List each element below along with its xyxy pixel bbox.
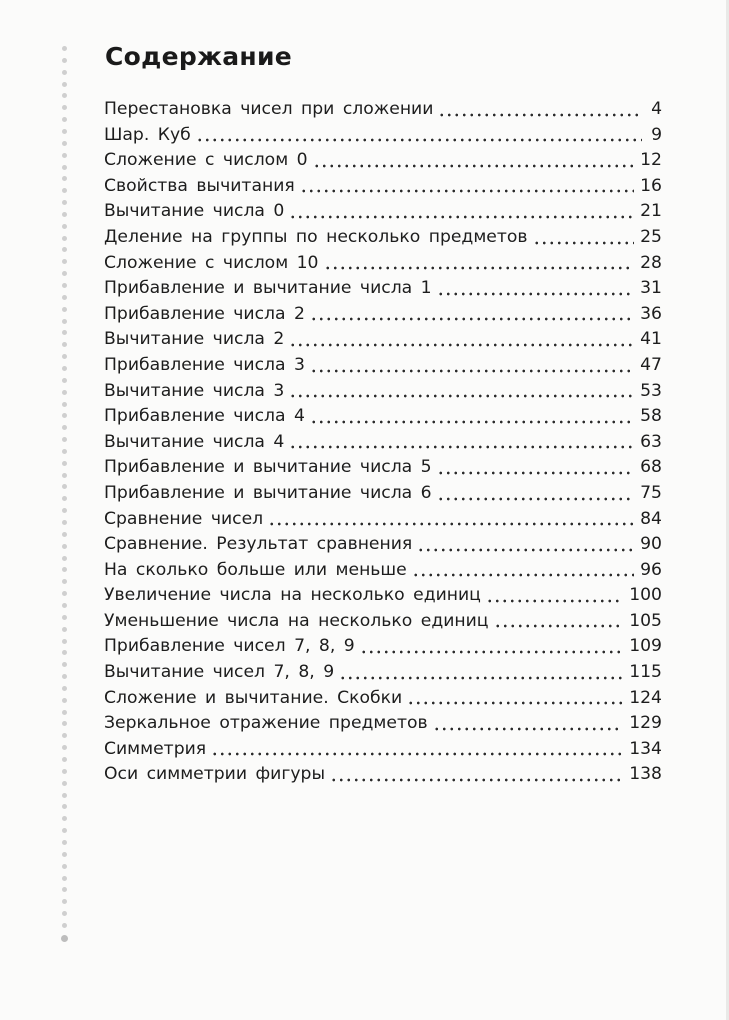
margin-dot <box>62 319 67 324</box>
toc-entry-title: Вычитание числа 3 <box>104 380 285 401</box>
toc-entry <box>104 353 662 379</box>
toc-entry-page: 100 <box>629 585 662 606</box>
margin-dot <box>62 840 67 845</box>
toc-entry-page: 47 <box>640 354 662 375</box>
dot-leader <box>407 699 623 707</box>
toc-entry <box>104 199 662 225</box>
margin-dot <box>62 911 67 916</box>
toc-entry-page: 28 <box>640 252 662 273</box>
dot-leader <box>339 674 623 682</box>
dot-leader <box>289 392 634 400</box>
toc-entry-title: Прибавление чисел 7, 8, 9 <box>104 636 355 657</box>
toc-entry-title: Вычитание числа 0 <box>104 201 285 222</box>
toc-entry-page: 84 <box>640 508 662 529</box>
toc-entry-page: 16 <box>640 175 662 196</box>
toc-entry <box>104 404 662 430</box>
dot-leader <box>211 750 623 758</box>
toc-entry <box>104 379 662 405</box>
toc-entry <box>104 532 662 558</box>
dot-leader <box>438 111 642 119</box>
toc-entry-title: Перестановка чисел при сложении <box>104 99 434 119</box>
dot-leader <box>310 418 634 426</box>
margin-dot <box>62 745 67 750</box>
toc-entry-title: Оси симметрии фигуры <box>104 764 326 785</box>
margin-dot <box>62 473 67 478</box>
margin-dot <box>62 769 67 774</box>
toc-entry-title: Прибавление и вычитание числа 6 <box>104 482 432 503</box>
toc-entry-title: Вычитание числа 4 <box>104 431 285 452</box>
margin-dot <box>62 615 67 620</box>
margin-dot <box>62 793 67 798</box>
margin-dot <box>62 899 67 904</box>
dot-leader <box>533 239 635 247</box>
toc-entry-title: Прибавление числа 2 <box>104 303 305 324</box>
margin-dot <box>62 923 67 928</box>
toc-entry-page: 109 <box>629 636 662 657</box>
margin-dot <box>62 650 67 655</box>
margin-dot <box>62 200 67 205</box>
toc-entry-page: 124 <box>629 687 662 708</box>
dot-leader <box>417 546 634 554</box>
toc-entry-title: Шар. Куб <box>104 124 191 145</box>
margin-dot <box>62 224 67 229</box>
page-title: Содержание <box>105 42 293 71</box>
margin-dot <box>62 437 67 442</box>
toc-entry-title: Уменьшение числа на несколько единиц <box>104 610 489 631</box>
dot-leader <box>313 162 635 170</box>
toc-entry-page: 36 <box>640 303 662 324</box>
toc-entry <box>104 123 662 149</box>
margin-dot <box>62 153 67 158</box>
margin-dot <box>62 105 67 110</box>
toc-entry-page: 75 <box>640 482 662 503</box>
toc-entry-title: Увеличение числа на несколько единиц <box>104 585 481 606</box>
dot-leader <box>437 469 635 477</box>
margin-dot <box>62 532 67 537</box>
toc-entry <box>104 507 662 533</box>
margin-dot <box>62 354 67 359</box>
margin-dot <box>62 828 67 833</box>
toc-entry <box>104 711 662 737</box>
margin-dot <box>62 342 67 347</box>
dot-leader <box>196 136 642 144</box>
margin-dot <box>62 413 67 418</box>
margin-dot <box>62 567 67 572</box>
margin-dot <box>62 887 67 892</box>
margin-dot <box>62 449 67 454</box>
toc-entry <box>104 737 662 763</box>
toc-entry <box>104 481 662 507</box>
toc-entry <box>104 225 662 251</box>
toc-entry <box>104 686 662 712</box>
margin-dot <box>62 295 67 300</box>
dot-leader <box>433 725 624 733</box>
dot-leader <box>324 264 635 272</box>
toc-entry-page: 53 <box>640 380 662 401</box>
toc-entry-page: 105 <box>629 610 662 631</box>
toc-entry-title: Вычитание чисел 7, 8, 9 <box>104 662 335 683</box>
margin-dot <box>62 283 67 288</box>
margin-dot <box>62 804 67 809</box>
toc-entry <box>104 327 662 353</box>
toc-entry-title: Прибавление числа 4 <box>104 406 305 427</box>
toc-entry-page: 63 <box>640 431 662 452</box>
margin-dot <box>62 212 67 217</box>
toc-entry-page: 138 <box>629 764 662 785</box>
toc-entry <box>104 634 662 660</box>
margin-dot <box>62 816 67 821</box>
margin-dot <box>62 520 67 525</box>
dot-leader <box>330 776 623 784</box>
toc-entry <box>104 660 662 686</box>
margin-dot <box>62 710 67 715</box>
toc-entry-title: Вычитание числа 2 <box>104 329 285 350</box>
toc-entry-title: Сравнение чисел <box>104 508 264 529</box>
dot-leader <box>310 367 634 375</box>
margin-dot <box>62 425 67 430</box>
dot-leader <box>360 648 623 656</box>
toc-entry-page: 58 <box>640 406 662 427</box>
toc-entry <box>104 302 662 328</box>
margin-dot <box>62 484 67 489</box>
margin-dot <box>62 366 67 371</box>
toc-entry-page: 4 <box>651 99 662 119</box>
toc-entry <box>104 609 662 635</box>
table-of-contents <box>104 97 662 788</box>
margin-dot <box>62 93 67 98</box>
toc-entry-title: На сколько больше или меньше <box>104 559 407 580</box>
margin-dot <box>62 544 67 549</box>
toc-entry-page: 9 <box>651 124 662 145</box>
toc-entry-page: 12 <box>640 150 662 171</box>
margin-dot <box>62 556 67 561</box>
toc-entry <box>104 430 662 456</box>
margin-dot <box>62 686 67 691</box>
margin-dot <box>62 781 67 786</box>
toc-entry-title: Прибавление и вычитание числа 1 <box>104 278 432 299</box>
margin-dot <box>62 176 67 181</box>
margin-dot <box>62 117 67 122</box>
margin-dot <box>62 58 67 63</box>
toc-entry-page: 31 <box>640 278 662 299</box>
toc-entry-title: Деление на группы по несколько предметов <box>104 226 528 247</box>
dot-leader <box>289 341 634 349</box>
toc-entry-title: Сравнение. Результат сравнения <box>104 534 413 555</box>
margin-dot <box>62 579 67 584</box>
dot-leader <box>289 443 634 451</box>
margin-dot <box>62 70 67 75</box>
toc-entry-title: Симметрия <box>104 738 207 759</box>
toc-entry-page: 134 <box>629 738 662 759</box>
toc-entry-title: Прибавление и вычитание числа 5 <box>104 457 432 478</box>
toc-entry <box>104 97 662 123</box>
margin-dot <box>61 935 68 942</box>
dot-leader <box>300 187 634 195</box>
margin-dot <box>62 330 67 335</box>
margin-dot <box>62 390 67 395</box>
toc-entry-title: Сложение с числом 0 <box>104 150 308 171</box>
dot-leader <box>268 520 634 528</box>
margin-dot <box>62 259 67 264</box>
toc-entry-page: 90 <box>640 534 662 555</box>
toc-entry-page: 68 <box>640 457 662 478</box>
margin-dot <box>62 165 67 170</box>
margin-dot <box>62 733 67 738</box>
margin-dot <box>62 639 67 644</box>
margin-dot <box>62 247 67 252</box>
dot-leader <box>437 495 635 503</box>
margin-dot <box>62 591 67 596</box>
toc-entry-page: 21 <box>640 201 662 222</box>
margin-dot <box>62 307 67 312</box>
margin-dot <box>62 864 67 869</box>
margin-dot <box>62 496 67 501</box>
margin-dot-column <box>61 46 69 946</box>
margin-dot <box>62 82 67 87</box>
toc-entry-page: 96 <box>640 559 662 580</box>
toc-entry-page: 115 <box>629 662 662 683</box>
toc-entry-page: 41 <box>640 329 662 350</box>
toc-entry <box>104 251 662 277</box>
margin-dot <box>62 603 67 608</box>
margin-dot <box>62 721 67 726</box>
toc-entry <box>104 762 662 788</box>
margin-dot <box>62 627 67 632</box>
toc-entry-title: Свойства вычитания <box>104 175 295 196</box>
toc-entry <box>104 558 662 584</box>
toc-entry-title: Зеркальное отражение предметов <box>104 713 428 734</box>
toc-entry <box>104 148 662 174</box>
margin-dot <box>62 757 67 762</box>
toc-entry <box>104 583 662 609</box>
dot-leader <box>412 571 634 579</box>
margin-dot <box>62 141 67 146</box>
margin-dot <box>62 236 67 241</box>
margin-dot <box>62 698 67 703</box>
toc-entry <box>104 276 662 302</box>
margin-dot <box>62 508 67 513</box>
margin-dot <box>62 46 67 51</box>
toc-entry <box>104 174 662 200</box>
dot-leader <box>310 315 634 323</box>
margin-dot <box>62 271 67 276</box>
margin-dot <box>62 378 67 383</box>
toc-entry-title: Сложение с числом 10 <box>104 252 319 273</box>
dot-leader <box>289 213 634 221</box>
margin-dot <box>62 402 67 407</box>
margin-dot <box>62 188 67 193</box>
toc-entry-page: 129 <box>629 713 662 734</box>
margin-dot <box>62 662 67 667</box>
margin-dot <box>62 129 67 134</box>
dot-leader <box>437 290 635 298</box>
margin-dot <box>62 674 67 679</box>
toc-entry-title: Прибавление числа 3 <box>104 354 305 375</box>
margin-dot <box>62 876 67 881</box>
margin-dot <box>62 852 67 857</box>
toc-entry-page: 25 <box>640 226 662 247</box>
toc-entry-title: Сложение и вычитание. Скобки <box>104 687 403 708</box>
dot-leader <box>494 622 624 630</box>
toc-entry <box>104 455 662 481</box>
dot-leader <box>486 597 623 605</box>
margin-dot <box>62 461 67 466</box>
